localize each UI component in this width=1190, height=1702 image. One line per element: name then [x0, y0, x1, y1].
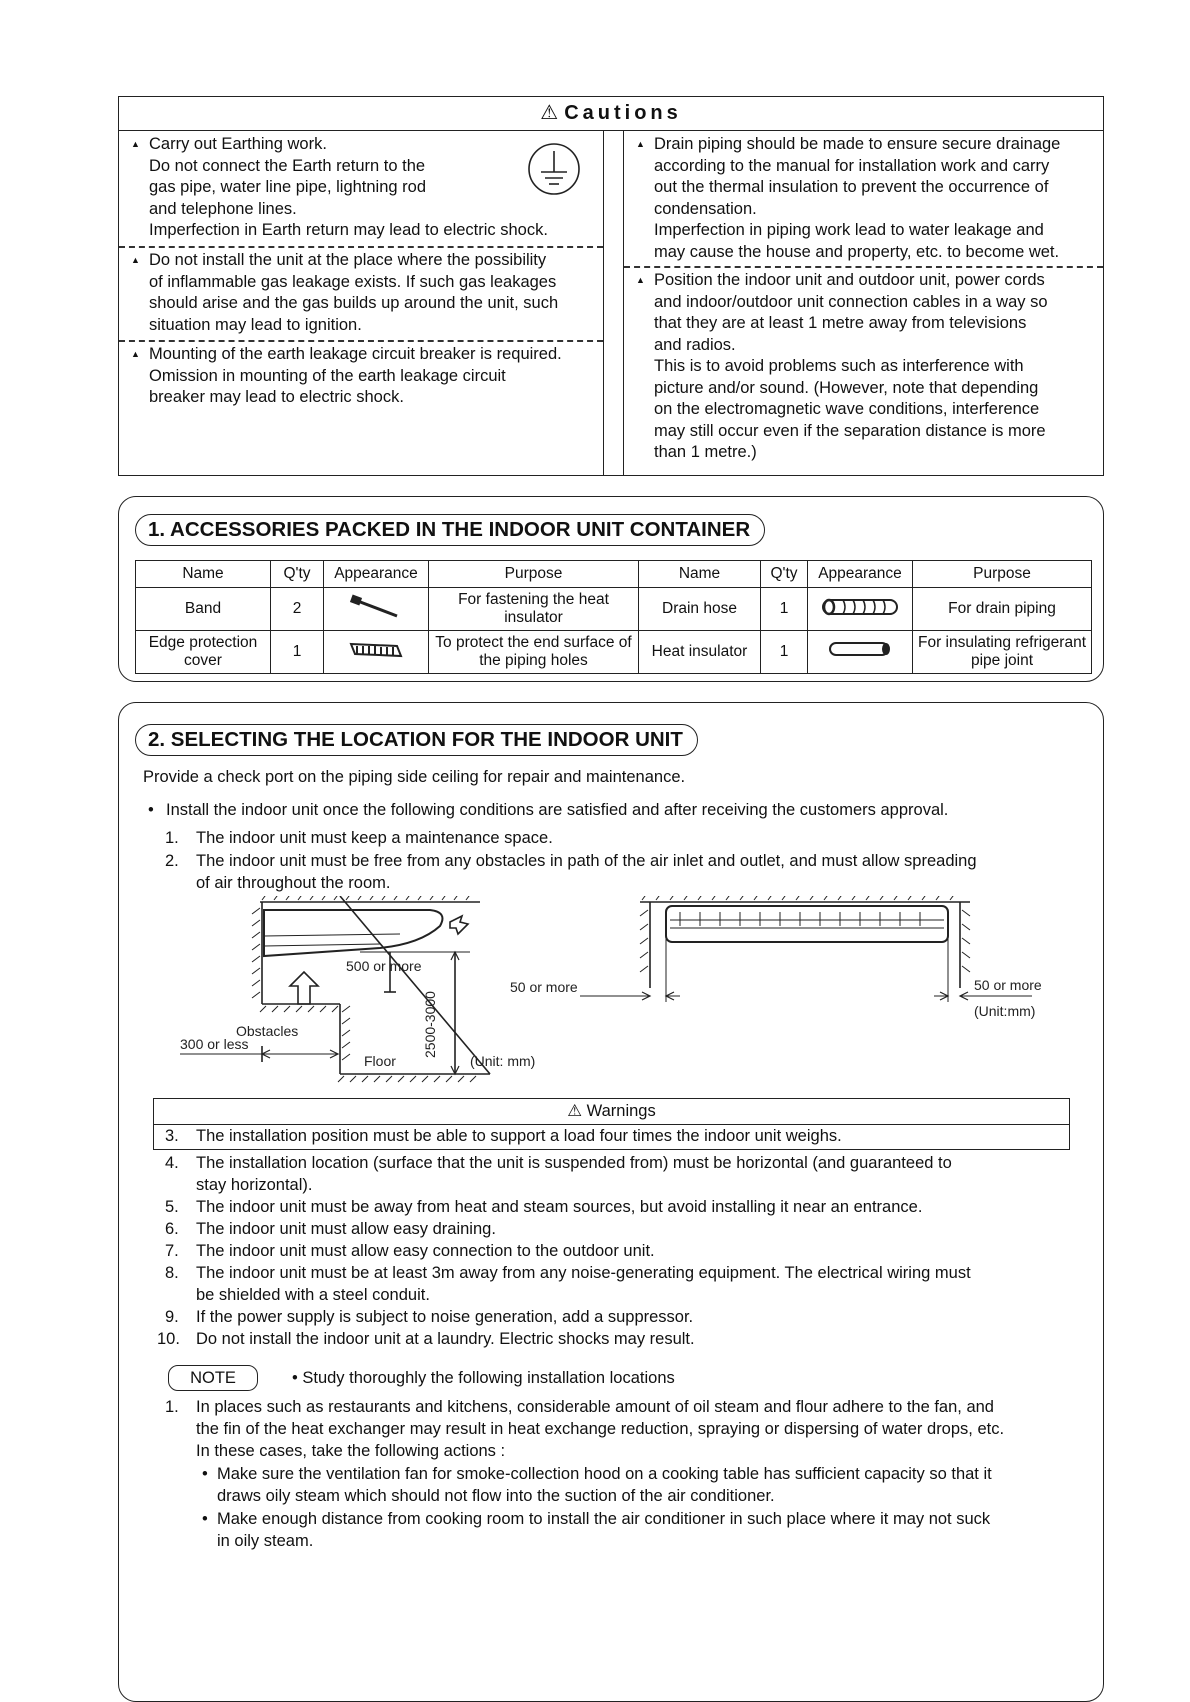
dim-300-label: 300 or less	[180, 1036, 249, 1052]
dim-50-right-label: 50 or more	[974, 977, 1042, 993]
bullet-dot: •	[202, 1510, 208, 1528]
cautions-title: ⚠ Cautions	[119, 97, 1103, 131]
side-view-diagram	[180, 896, 490, 1082]
divider	[624, 266, 1103, 268]
unit-label-right: (Unit:mm)	[974, 1003, 1036, 1019]
obstacles-label: Obstacles	[236, 1023, 299, 1039]
heat-insulator-icon	[808, 631, 913, 674]
condition-bullet: Install the indoor unit once the following conditions are satisfied and after receiving the customers approval.	[166, 801, 949, 819]
divider	[119, 246, 603, 248]
cautions-box	[118, 96, 1104, 476]
condition-6: The indoor unit must allow easy draining.	[196, 1220, 496, 1238]
condition-4: The installation location (surface that the unit is suspended from) must be horizontal (and guaranteed to	[196, 1154, 952, 1172]
clearance-diagram	[180, 896, 1090, 1096]
condition-7: The indoor unit must allow easy connection to the outdoor unit.	[196, 1242, 655, 1260]
caution-item: ▲ Do not install the unit at the place where the possibility of inflammable gas leakage exists. If such gas leakages should arise and the gas builds up around the unit, such situation may lead to ignition.	[131, 251, 559, 334]
caution-item: ▲ Carry out Earthing work. Do not connect the Earth return to the gas pipe, water line pipe, lightning rod and telephone lines. Imperfection in Earth return may lead to electric shock.	[131, 135, 548, 239]
bullet-icon: ▲	[131, 139, 140, 149]
condition-5: The indoor unit must be away from heat and steam sources, but avoid installing it near an entrance.	[196, 1198, 923, 1216]
caution-item: ▲ Drain piping should be made to ensure secure drainage according to the manual for installation work and carry out the thermal insulation to prevent the occurrence of condensation. Imperfection in piping work lead to water leakage and may cause the house and property, etc. to become wet.	[636, 135, 1061, 261]
condition-8: The indoor unit must be at least 3m away from any noise-generating equipment. The electrical wiring must	[196, 1264, 971, 1282]
warnings-box: ⚠ Warnings 3. The installation position must be able to support a load four times the indoor unit weighs.	[153, 1098, 1070, 1150]
bullet-icon: ▲	[131, 255, 140, 265]
cautions-left-column	[119, 130, 604, 475]
dim-50-left-label: 50 or more	[510, 979, 578, 995]
note-badge: NOTE	[168, 1365, 258, 1391]
note-sub-item-1: Make sure the ventilation fan for smoke-collection hood on a cooking table has sufficient capacity so that it	[217, 1465, 992, 1483]
warning-triangle-icon: ⚠	[540, 102, 559, 124]
dim-height-label: 2500-3000	[422, 991, 438, 1058]
table-header-row: Name Q'ty Appearance Purpose Name Q'ty Appearance Purpose	[136, 561, 1092, 588]
section-1-title: 1. ACCESSORIES PACKED IN THE INDOOR UNIT CONTAINER	[135, 514, 765, 546]
bullet-icon: ▲	[131, 349, 140, 359]
condition-10: Do not install the indoor unit at a laundry. Electric shocks may result.	[196, 1330, 695, 1348]
drain-hose-icon	[808, 588, 913, 631]
floor-label: Floor	[364, 1053, 396, 1069]
earth-ground-icon	[527, 142, 581, 196]
note-sub-item-2: Make enough distance from cooking room to install the air conditioner in such place where it may not suck	[217, 1510, 991, 1528]
edge-protection-cover-icon	[324, 631, 429, 674]
note-text: • Study thoroughly the following installation locations	[292, 1369, 675, 1387]
section-2-title: 2. SELECTING THE LOCATION FOR THE INDOOR UNIT	[135, 724, 698, 756]
bullet-icon: ▲	[636, 275, 645, 285]
condition-2: The indoor unit must be free from any obstacles in path of the air inlet and outlet, and must allow spreading	[196, 852, 977, 870]
bullet-icon: ▲	[636, 139, 645, 149]
condition-9: If the power supply is subject to noise generation, add a suppressor.	[196, 1308, 694, 1326]
table-row: Edge protection cover 1 To protect the end surface of the piping holes Heat insulator 1 For insulating refrigerant pipe joint	[136, 631, 1092, 674]
caution-item: ▲ Position the indoor unit and outdoor unit, power cords and indoor/outdoor unit connection cables in a way so that they are at least 1 metre away from televisions and radios. This is to avoid problems such as interference with picture and/or sound. (However, note that depending on the electromagnetic wave conditions, interference may still occur even if the separation distance is more than 1 metre.)	[636, 271, 1048, 461]
condition-3: The installation position must be able to support a load four times the indoor unit weighs.	[196, 1127, 842, 1145]
unit-label-left: (Unit: mm)	[470, 1053, 536, 1069]
warnings-header: ⚠ Warnings	[154, 1099, 1069, 1125]
warning-triangle-icon: ⚠	[567, 1102, 583, 1120]
accessories-table	[135, 560, 1092, 674]
cautions-right-column	[623, 130, 1103, 475]
bullet-dot: •	[148, 801, 154, 819]
table-row: Band 2 For fastening the heat insulator Drain hose 1 For drain piping	[136, 588, 1092, 631]
front-view-diagram	[580, 896, 1032, 1002]
note-item-1: In places such as restaurants and kitchens, considerable amount of oil steam and flour adhere to the fan, and	[196, 1398, 994, 1416]
dim-500-label: 500 or more	[346, 958, 422, 974]
caution-item: ▲ Mounting of the earth leakage circuit breaker is required. Omission in mounting of the earth leakage circuit breaker may lead to electric shock.	[131, 345, 562, 406]
bullet-dot: •	[202, 1465, 208, 1483]
condition-1: The indoor unit must keep a maintenance space.	[196, 829, 553, 847]
band-icon	[324, 588, 429, 631]
intro-text: Provide a check port on the piping side ceiling for repair and maintenance.	[143, 768, 686, 786]
divider	[119, 340, 603, 342]
